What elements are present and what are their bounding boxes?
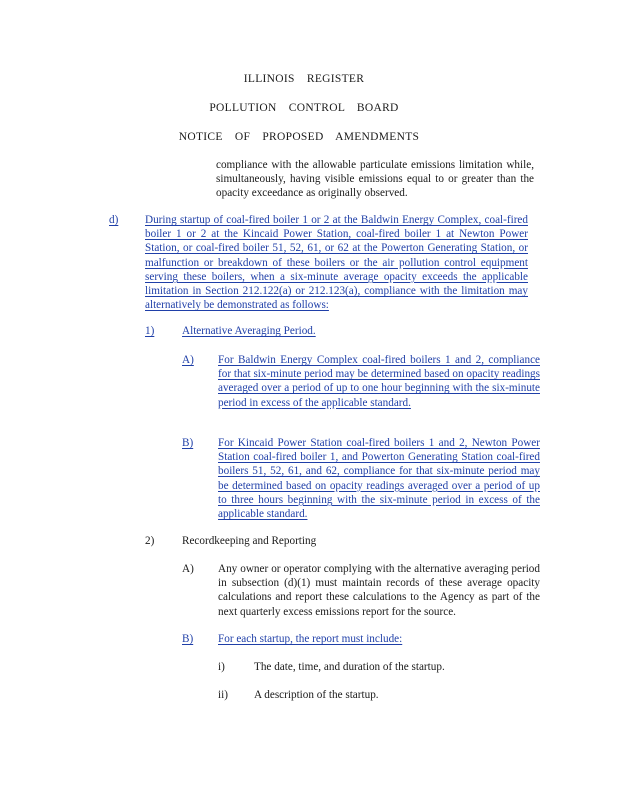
item-1-label: 1): [145, 325, 155, 337]
item-1A-text: For Baldwin Energy Complex coal-fired boilers 1 and 2, compliance for that six-minute period may be determined based on opacity readings averaged over a period of up to one hour beginning with the six-minute period in excess of the applicable standard.: [218, 354, 540, 409]
item-2B-label: B): [182, 633, 194, 645]
item-2B-text: For each startup, the report must include:: [218, 633, 403, 645]
item-2Bi-text: The date, time, and duration of the startup.: [254, 661, 445, 673]
register-title: ILLINOIS REGISTER: [243, 73, 365, 85]
notice-title: NOTICE OF PROPOSED AMENDMENTS: [178, 131, 420, 143]
item-2Bii-label: ii): [218, 689, 228, 701]
subsection-d-text: During startup of coal-fired boiler 1 or 2 at the Baldwin Energy Complex, coal-fired boiler 1 or 2 at the Kincaid Power Station, coal-fired boiler 1 at Newton Power Station, or coal-fired boiler 51, 52, 61, or 62 at the Powerton Generating Station, or malfunction or breakdown of these boilers or the air pollution control equipment serving these boilers, when a six-minute average opacity exceeds the applicable limitation in Section 212.122(a) or 212.123(a), compliance with the limitation may alternatively be demonstrated as follows:: [145, 214, 528, 312]
item-2A-label: A): [182, 563, 194, 575]
item-2Bii-text: A description of the startup.: [254, 689, 379, 701]
item-2-label: 2): [145, 535, 155, 547]
item-1A-label: A): [182, 354, 194, 366]
item-1-heading: Alternative Averaging Period.: [182, 325, 316, 337]
item-1B-text: For Kincaid Power Station coal-fired boilers 1 and 2, Newton Power Station coal-fired boiler 1, and Powerton Generating Station coal-fired boilers 51, 52, 61, and 62, compliance for that six-minute period may be determined based on opacity readings averaged over a period of up to three hours beginning with the six-minute period in excess of the applicable standard.: [218, 437, 540, 521]
item-2-heading: Recordkeeping and Reporting: [182, 535, 317, 547]
item-2A-text: Any owner or operator complying with the alternative averaging period in subsection (d)(1) must maintain records of these average opacity calculations and report these calculations to the Agency as part of the next quarterly excess emissions report for the source.: [218, 563, 540, 618]
item-2Bi-label: i): [218, 661, 225, 673]
intro-paragraph: compliance with the allowable particulate emissions limitation while, simultaneously, having visible emissions equal to or greater than the opacity exceedance as originally observed.: [216, 159, 534, 200]
board-title: POLLUTION CONTROL BOARD: [209, 102, 399, 114]
subsection-d-label: d): [109, 214, 119, 226]
item-1B-label: B): [182, 437, 194, 449]
